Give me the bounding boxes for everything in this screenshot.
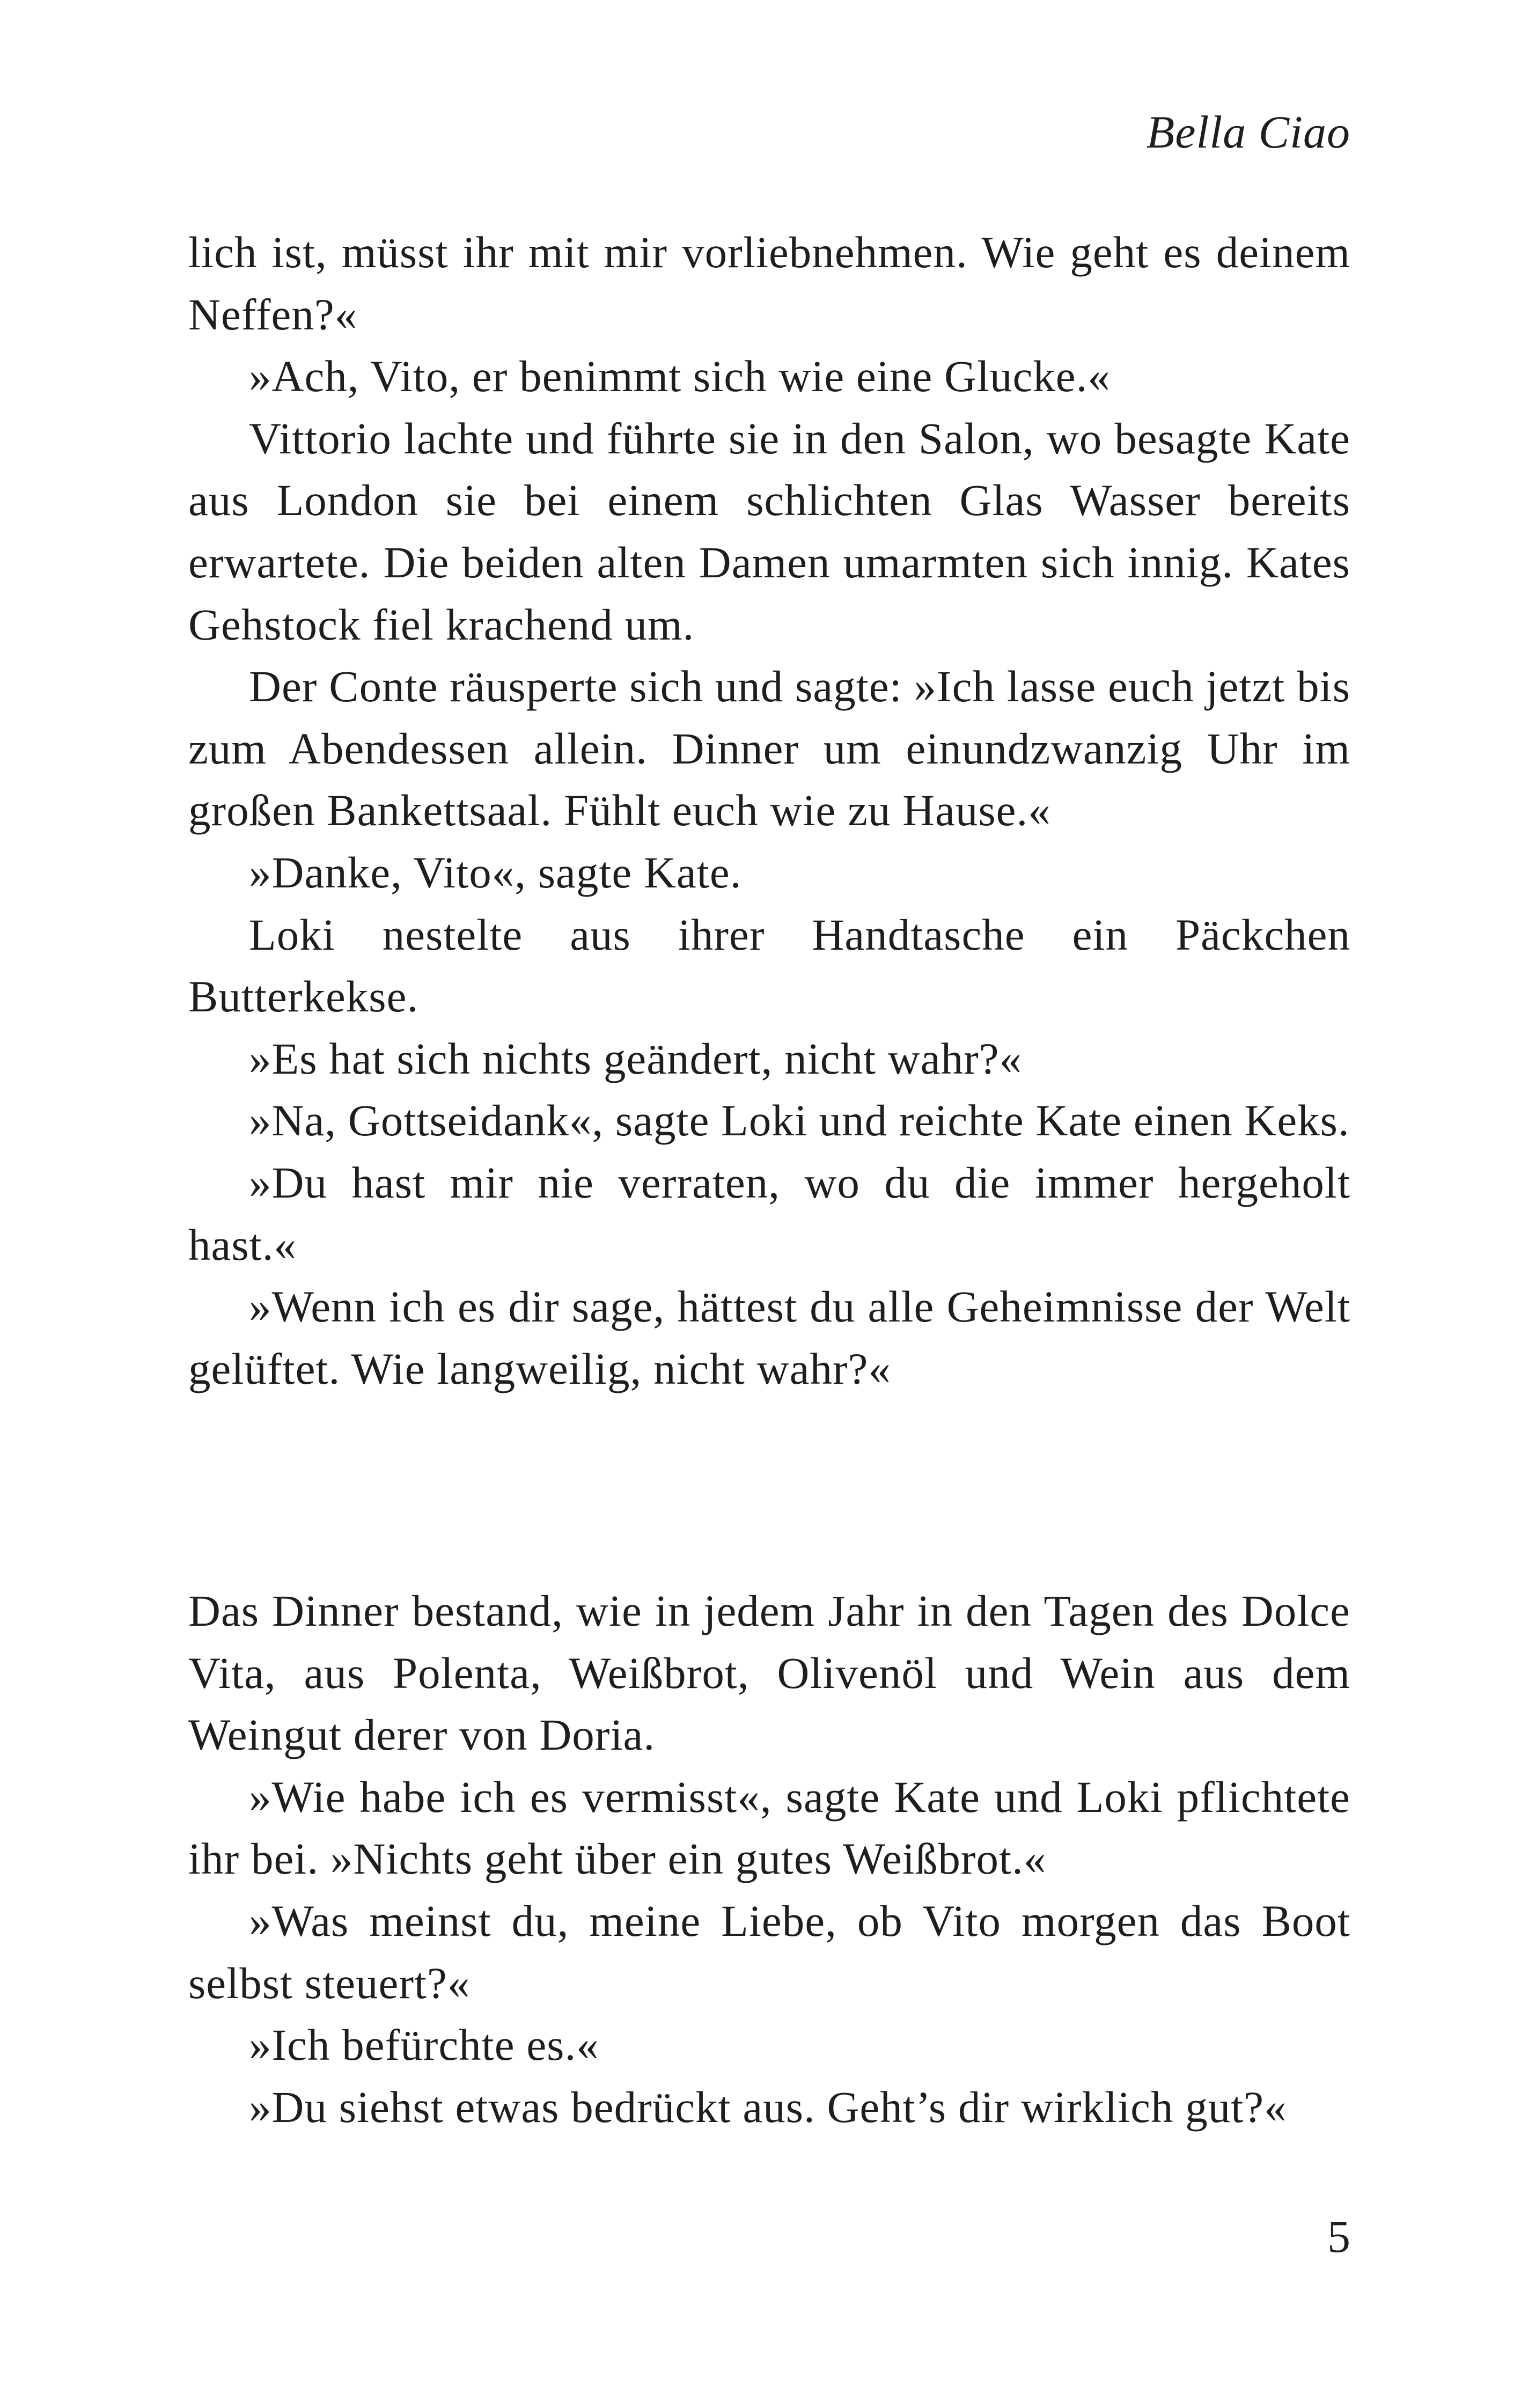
paragraph: Der Conte räusperte sich und sagte: »Ich lasse euch jetzt bis zum Abendessen allein. Dinner um einundzwanzig Uhr im großen Bankettsaal. Fühlt euch wie zu Hause.« [188,662,1350,835]
paragraph: »Du siehst etwas bedrückt aus. Geht’s dir wirklich gut?« [249,2082,1287,2132]
paragraph: lich ist, müsst ihr mit mir vorliebnehmen. Wie geht es deinem Neffen?« [188,227,1350,339]
paragraph: »Ich befürchte es.« [249,2020,599,2070]
paragraph: Das Dinner bestand, wie in jedem Jahr in den Tagen des Dolce Vita, aus Polenta, Weißbrot, Olivenöl und Wein aus dem Weingut derer von Doria. [188,1586,1350,1760]
paragraph: »Es hat sich nichts geändert, nicht wahr?« [249,1033,1023,1083]
paragraph: »Was meinst du, meine Liebe, ob Vito morgen das Boot selbst steuert?« [188,1896,1350,2008]
paragraph: Loki nestelte aus ihrer Handtasche ein Päckchen Butterkekse. [188,909,1350,1022]
text-section-1 [188,222,1350,1400]
page-number: 5 [1327,2211,1350,2262]
running-head: Bella Ciao [1146,106,1350,158]
paragraph: »Wenn ich es dir sage, hättest du alle Geheimnisse der Welt gelüftet. Wie langweilig, nicht wahr?« [188,1282,1350,1393]
paragraph: »Wie habe ich es vermisst«, sagte Kate und Loki pflichtete ihr bei. »Nichts geht über ein gutes Weißbrot.« [188,1772,1350,1884]
paragraph: »Ach, Vito, er benimmt sich wie eine Glucke.« [249,351,1111,401]
paragraph: »Na, Gottseidank«, sagte Loki und reichte Kate einen Keks. [249,1096,1350,1146]
paragraph: Vittorio lachte und führte sie in den Salon, wo besagte Kate aus London sie bei einem schlichten Glas Wasser bereits erwartete. Die beiden alten Damen umarmten sich innig. Kates Gehstock fiel krachend um. [188,413,1350,649]
paragraph: »Du hast mir nie verraten, wo du die immer hergeholt hast.« [188,1157,1350,1269]
text-section-2 [188,1580,1350,2138]
paragraph: »Danke, Vito«, sagte Kate. [249,847,742,897]
